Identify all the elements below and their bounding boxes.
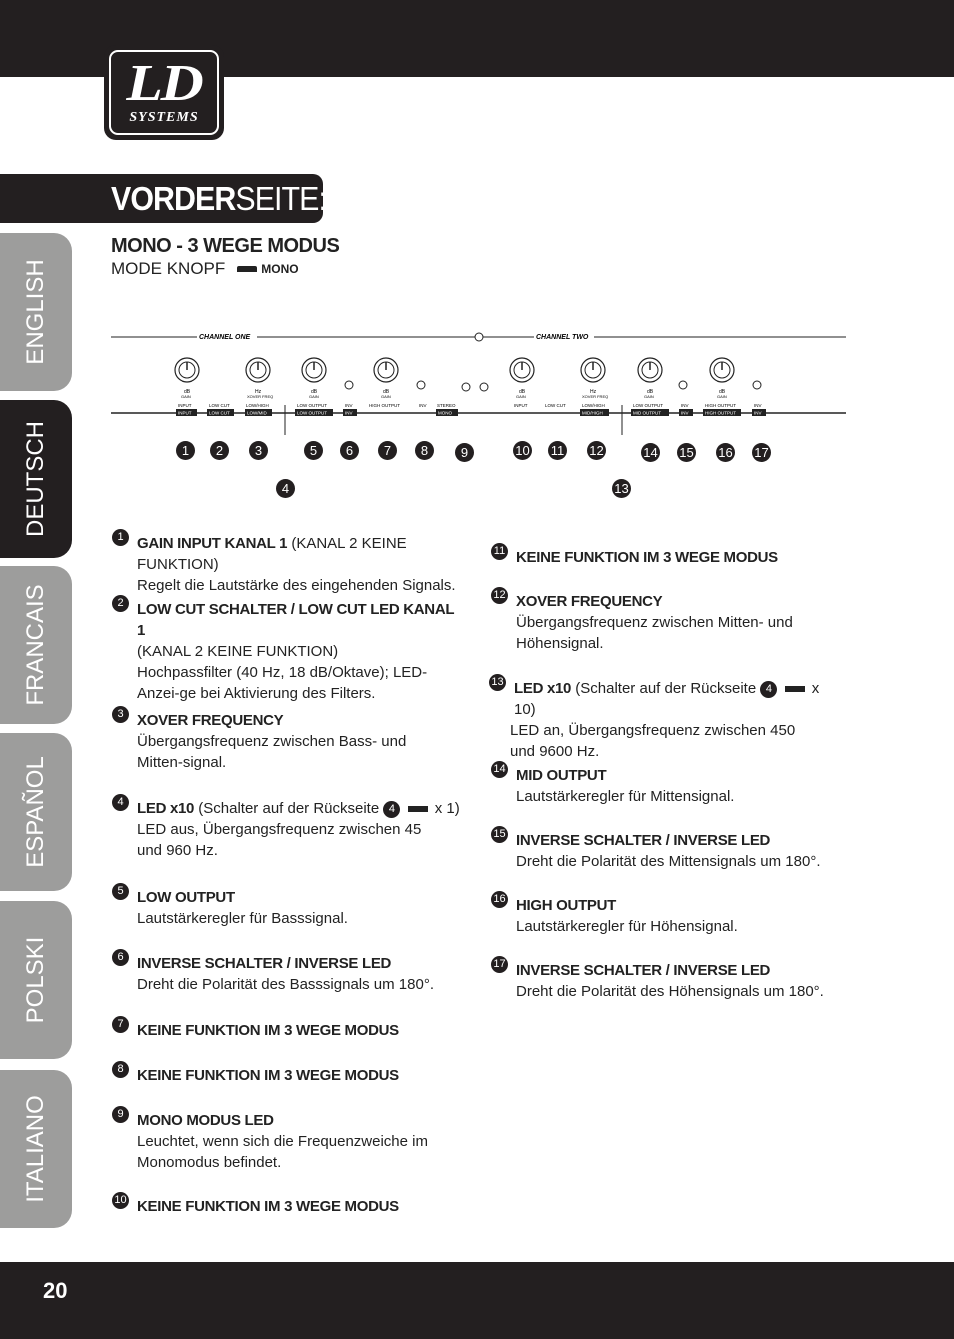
item-number: 10 [112, 1192, 129, 1209]
center-led [475, 333, 483, 341]
panel-section-label: STEREO [437, 403, 456, 408]
ch2-mid-output-knob[interactable] [638, 358, 662, 382]
knob-sub-label: GAIN [644, 394, 654, 399]
channel-two-label: CHANNEL TWO [536, 334, 589, 341]
bottom-bar [0, 1262, 954, 1339]
tab-italiano[interactable] [0, 1070, 72, 1228]
item-text: Dreht die Polarität des Mittensignals um 180°. [516, 853, 821, 870]
item-heading: KEINE FUNKTION IM 3 WEGE MODUS [516, 549, 778, 566]
item-15 [493, 828, 866, 872]
front-panel-diagram [111, 325, 846, 435]
knob-sub-label: XOVER FREQ [247, 394, 274, 399]
ch2-inv-button[interactable] [679, 381, 687, 389]
tag-label: LOW CUT [209, 410, 230, 416]
mode-label: MODE KNOPF [111, 259, 226, 278]
inline-ref-number: 4 [383, 801, 400, 818]
panel-section-label: INV [681, 403, 689, 408]
item-paren: x 10) [514, 680, 820, 718]
item-4 [117, 796, 462, 861]
knob-sub-label: GAIN [717, 394, 727, 399]
item-number: 8 [112, 1061, 129, 1078]
panel-section-label: HIGH OUTPUT [705, 403, 736, 408]
item-17 [493, 958, 866, 1002]
callout-13: 13 [612, 479, 631, 498]
item-heading: INVERSE SCHALTER / INVERSE LED [516, 962, 771, 979]
ch1-inv-button[interactable] [345, 381, 353, 389]
item-3 [117, 708, 452, 773]
item-number: 17 [491, 956, 508, 973]
page-title-bold: VORDER [111, 180, 236, 217]
tab-label: FRANCAIS [22, 584, 49, 706]
item-heading: INVERSE SCHALTER / INVERSE LED [137, 955, 392, 972]
item-10 [114, 1194, 487, 1217]
item-paren: (Schalter auf der Rückseite [575, 680, 757, 697]
panel-section-label: LOW/HIGH [582, 403, 605, 408]
item-text: Dreht die Polarität des Höhensignals um 180°. [516, 983, 824, 1000]
item-paren: x 1) [434, 800, 460, 817]
item-2 [117, 597, 462, 704]
mode-value: MONO [261, 262, 299, 276]
item-heading: LOW OUTPUT [137, 889, 235, 906]
mode-button-icon [237, 266, 257, 272]
item-5 [117, 885, 487, 929]
tab-espanol[interactable] [0, 733, 72, 891]
unit-label: dB [383, 389, 390, 395]
section-title: MONO - 3 WEGE MODUS [111, 235, 340, 257]
tab-label: POLSKI [22, 936, 49, 1024]
tag-label: MID OUTPUT [633, 410, 661, 416]
tag-label: MONO [438, 410, 452, 416]
item-text: Lautstärkeregler für Höhensignal. [516, 918, 738, 935]
logo-main-text: LD [126, 55, 202, 112]
item-heading: LOW CUT SCHALTER / LOW CUT LED KANAL 1 [137, 601, 454, 639]
callout-11: 11 [548, 441, 567, 460]
tag-label: INV [681, 410, 689, 416]
tag-label: LOW OUTPUT [297, 410, 327, 416]
item-number: 13 [489, 674, 506, 691]
item-heading: LED x10 [514, 680, 572, 697]
item-number: 9 [112, 1106, 129, 1123]
item-text: Regelt die Lautstärke des eingehenden Signals. [137, 577, 456, 594]
item-number: 12 [491, 587, 508, 604]
mono-led [462, 383, 470, 391]
page-title-light: SEITE: [235, 180, 327, 217]
callout-2: 2 [210, 441, 229, 460]
tab-francais[interactable] [0, 566, 72, 724]
tag-label: INPUT [178, 410, 192, 416]
item-number: 5 [112, 883, 129, 900]
unit-label: Hz [590, 389, 597, 395]
logo-sub-text: SYSTEMS [129, 110, 199, 125]
knob-sub-label: XOVER FREQ [582, 394, 609, 399]
knob-sub-label: GAIN [516, 394, 526, 399]
logo-frame [109, 50, 219, 135]
unit-label: dB [519, 389, 526, 395]
ld-systems-logo [104, 45, 224, 140]
item-text: Dreht die Polarität des Basssignals um 180°. [137, 976, 434, 993]
switch-icon [785, 686, 805, 692]
item-heading: XOVER FREQUENCY [516, 593, 663, 610]
item-text: Übergangsfrequenz zwischen Mitten- und Höhensignal. [516, 614, 793, 652]
item-number: 16 [491, 891, 508, 908]
panel-section-label: LOW OUTPUT [633, 403, 663, 408]
item-number: 7 [112, 1016, 129, 1033]
callout-14: 14 [641, 443, 660, 462]
callout-9: 9 [455, 443, 474, 462]
callout-8: 8 [415, 441, 434, 460]
unit-label: dB [184, 389, 191, 395]
item-text: LED an, Übergangsfrequenz zwischen 450 und 9600 Hz. [510, 722, 796, 760]
page-title [111, 181, 326, 217]
unit-label: dB [311, 389, 318, 395]
item-heading: LED x10 [137, 800, 195, 817]
panel-section-label: HIGH OUTPUT [369, 403, 400, 408]
page-number: 20 [43, 1278, 68, 1303]
tag-label: HIGH OUTPUT [705, 410, 736, 416]
ch2-high-output-knob[interactable] [710, 358, 734, 382]
panel-section-label: LOW CUT [209, 403, 230, 408]
item-number: 14 [491, 761, 508, 778]
item-14 [493, 763, 866, 807]
unit-label: dB [647, 389, 654, 395]
ch2-gain-knob[interactable] [510, 358, 534, 382]
tag-label: INV [345, 410, 353, 416]
item-heading: MID OUTPUT [516, 767, 607, 784]
tab-deutsch[interactable] [0, 400, 72, 558]
item-heading: INVERSE SCHALTER / INVERSE LED [516, 832, 771, 849]
item-text: Lautstärkeregler für Basssignal. [137, 910, 348, 927]
item-9 [117, 1108, 437, 1173]
ch2-inv2-button[interactable] [753, 381, 761, 389]
item-text: Lautstärkeregler für Mittensignal. [516, 788, 735, 805]
tab-polski[interactable] [0, 901, 72, 1059]
callout-7: 7 [378, 441, 397, 460]
tag-label: MID/HIGH [582, 410, 603, 416]
item-number: 11 [491, 543, 508, 560]
unit-label: dB [719, 389, 726, 395]
item-12 [493, 589, 816, 654]
tab-label: ENGLISH [22, 259, 49, 365]
item-6 [117, 951, 487, 995]
item-text: Hochpassfilter (40 Hz, 18 dB/Oktave); LED-Anzei-ge bei Aktivierung des Filters. [137, 664, 428, 702]
panel-section-label: INV [345, 403, 353, 408]
item-paren: (KANAL 2 KEINE FUNKTION) [137, 643, 339, 660]
callout-17: 17 [752, 443, 771, 462]
tab-label: ITALIANO [22, 1095, 49, 1203]
ch1-inv2-button[interactable] [417, 381, 425, 389]
item-heading: KEINE FUNKTION IM 3 WEGE MODUS [137, 1067, 399, 1084]
panel-section-label: LOW CUT [545, 403, 566, 408]
callout-4: 4 [276, 479, 295, 498]
item-paren: (KANAL 2 KEINE FUNKTION) [137, 535, 407, 573]
item-16 [493, 893, 866, 937]
item-1 [117, 531, 487, 596]
tab-english[interactable] [0, 233, 72, 391]
item-heading: XOVER FREQUENCY [137, 712, 284, 729]
item-7 [117, 1018, 487, 1041]
panel-section-label: INPUT [514, 403, 528, 408]
channel-one-label: CHANNEL ONE [199, 334, 251, 341]
item-paren: (Schalter auf der Rückseite [198, 800, 380, 817]
callout-5: 5 [304, 441, 323, 460]
item-text: Übergangsfrequenz zwischen Bass- und Mitten-signal. [137, 733, 407, 771]
item-heading: KEINE FUNKTION IM 3 WEGE MODUS [137, 1198, 399, 1215]
page-title-bar [0, 174, 327, 223]
item-heading: GAIN INPUT KANAL 1 [137, 535, 288, 552]
item-text: Leuchtet, wenn sich die Frequenzweiche im Monomodus befindet. [137, 1133, 428, 1171]
item-8 [117, 1063, 487, 1086]
ch1-low-output-knob[interactable] [302, 358, 326, 382]
item-number: 2 [112, 595, 129, 612]
switch-icon [408, 806, 428, 812]
knob-sub-label: GAIN [309, 394, 319, 399]
panel-section-label: INPUT [178, 403, 192, 408]
item-number: 4 [112, 794, 129, 811]
item-number: 3 [112, 706, 129, 723]
unit-label: Hz [255, 389, 262, 395]
panel-section-label: LOW/HIGH [246, 403, 269, 408]
item-heading: MONO MODUS LED [137, 1112, 274, 1129]
item-number: 15 [491, 826, 508, 843]
panel-section-label: INV [754, 403, 762, 408]
item-11 [493, 545, 866, 568]
panel-section-label: INV [419, 403, 427, 408]
item-number: 1 [112, 529, 129, 546]
item-heading: HIGH OUTPUT [516, 897, 617, 914]
knob-sub-label: GAIN [381, 394, 391, 399]
callout-6: 6 [340, 441, 359, 460]
ch1-xover-knob[interactable] [246, 358, 270, 382]
stereo-led [480, 383, 488, 391]
item-number: 6 [112, 949, 129, 966]
ch1-high-output-knob[interactable] [374, 358, 398, 382]
tab-label: ESPAÑOL [22, 756, 49, 868]
item-heading: KEINE FUNKTION IM 3 WEGE MODUS [137, 1022, 399, 1039]
tab-label: DEUTSCH [22, 420, 49, 538]
item-13 [491, 676, 844, 762]
item-text: LED aus, Übergangsfrequenz zwischen 45 und 960 Hz. [137, 821, 422, 859]
callout-12: 12 [587, 441, 606, 460]
callout-16: 16 [716, 443, 735, 462]
inline-ref-number: 4 [760, 681, 777, 698]
tag-label: LOW/MID [247, 410, 267, 416]
ch1-gain-knob[interactable] [175, 358, 199, 382]
callout-3: 3 [249, 441, 268, 460]
tag-label: INV [754, 410, 762, 416]
mode-line [111, 259, 299, 279]
callout-1: 1 [176, 441, 195, 460]
callout-15: 15 [677, 443, 696, 462]
callout-10: 10 [513, 441, 532, 460]
ch2-xover-knob[interactable] [581, 358, 605, 382]
knob-sub-label: GAIN [181, 394, 191, 399]
panel-section-label: LOW OUTPUT [297, 403, 327, 408]
